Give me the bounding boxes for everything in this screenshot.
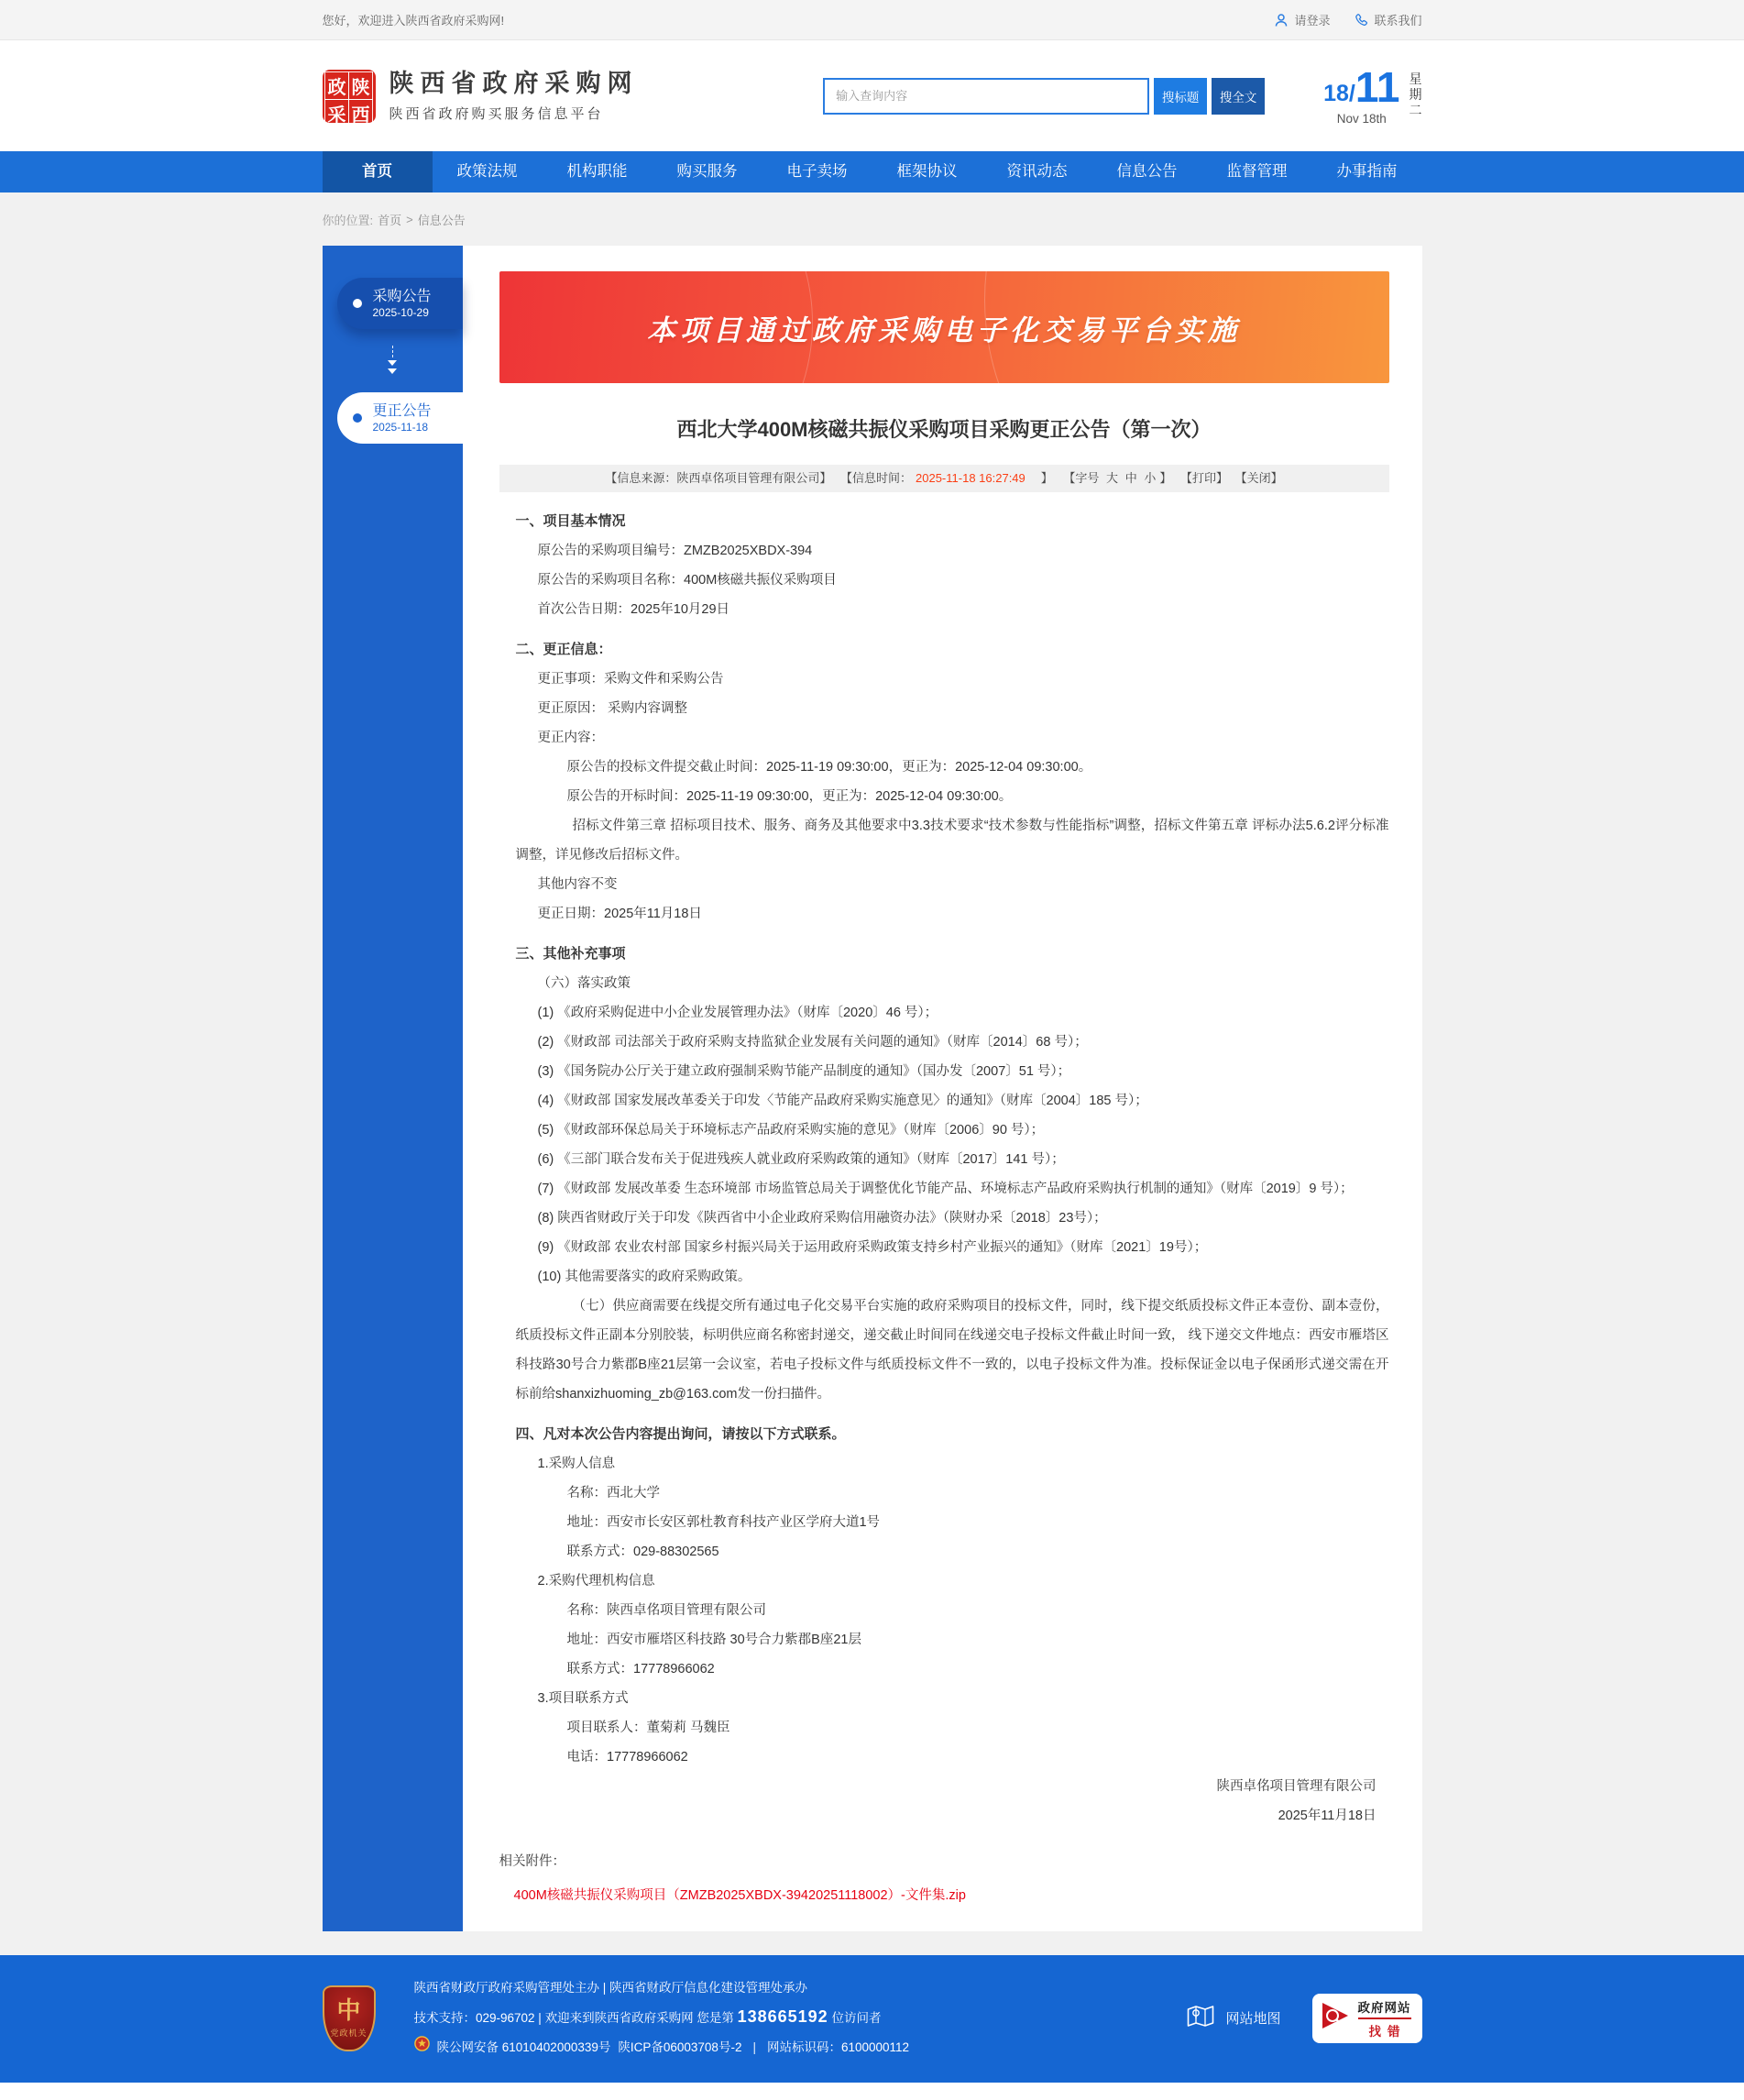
info-time: 【信息时间： 2025-11-18 16:27:49 】 bbox=[840, 471, 1053, 485]
site-logo bbox=[323, 70, 376, 126]
article-paragraph: (8) 陕西省财政厅关于印发《陕西省中小企业政府采购信用融资办法》（陕财办采〔2018〕23号）； bbox=[537, 1211, 1107, 1226]
user-icon bbox=[1274, 13, 1289, 27]
date-weekday bbox=[1409, 66, 1422, 118]
article-paragraph: 3.项目联系方式 bbox=[537, 1691, 629, 1706]
nav-item[interactable]: 框架协议 bbox=[896, 163, 958, 180]
breadcrumb-separator: > bbox=[406, 212, 413, 226]
nav-item[interactable]: 监督管理 bbox=[1226, 163, 1288, 180]
article-paragraph: 更正日期：2025年11月18日 bbox=[537, 907, 702, 921]
article-paragraph: 原公告的开标时间：2025-11-19 09:30:00，更正为：2025-12-04 09:30:00。 bbox=[566, 789, 1013, 804]
content-card bbox=[323, 246, 1422, 1931]
article-paragraph: (9) 《财政部 农业农村部 国家乡村振兴局关于运用政府采购政策支持乡村产业振兴的通知》（财库〔2021〕19号）； bbox=[537, 1240, 1208, 1255]
article-paragraph: (6) 《三部门联合发布关于促进残疾人就业政府采购政策的通知》（财库〔2017〕141 号）； bbox=[537, 1152, 1065, 1167]
nav-item[interactable]: 政策法规 bbox=[456, 163, 518, 180]
article-paragraph: 一、项目基本情况 bbox=[515, 513, 626, 529]
article-paragraph: 联系方式：029-88302565 bbox=[566, 1545, 719, 1559]
article-paragraph: 名称：西北大学 bbox=[566, 1486, 660, 1501]
weekday-char: 期 bbox=[1409, 87, 1422, 102]
main-nav bbox=[0, 151, 1744, 192]
nav-item[interactable]: 电子卖场 bbox=[786, 163, 848, 180]
article-paragraph: 原公告的采购项目名称：400M核磁共振仪采购项目 bbox=[537, 573, 837, 588]
article-paragraph: 更正原因： 采购内容调整 bbox=[537, 701, 688, 716]
step-dot bbox=[353, 299, 362, 308]
article-paragraph: 首次公告日期：2025年10月29日 bbox=[537, 602, 730, 617]
article-paragraph: (1) 《政府采购促进中小企业发展管理办法》（财库〔2020〕46 号）； bbox=[537, 1006, 938, 1020]
search-title-button[interactable]: 搜标题 bbox=[1154, 78, 1207, 115]
footer-info bbox=[414, 1977, 910, 2059]
nav-item[interactable]: 机构职能 bbox=[566, 163, 628, 180]
date-english: Nov 18th bbox=[1336, 112, 1387, 126]
topbar bbox=[0, 0, 1744, 40]
police-badge-icon bbox=[414, 2036, 430, 2059]
nav-item[interactable]: 信息公告 bbox=[1116, 163, 1178, 180]
article-paragraph: 2025年11月18日 bbox=[1278, 1809, 1377, 1823]
weekday-char: 二 bbox=[1409, 103, 1422, 117]
search-input[interactable] bbox=[823, 78, 1149, 115]
beian-link[interactable]: 陕公网安备 61010402000339号 bbox=[436, 2040, 611, 2054]
article-paragraph: (4) 《财政部 国家发展改革委关于印发〈节能产品政府采购实施意见〉的通知》（财库〔2004〕185 号）； bbox=[537, 1094, 1148, 1108]
article-paragraph: 名称：陕西卓佲项目管理有限公司 bbox=[566, 1603, 766, 1618]
nav-item[interactable]: 购买服务 bbox=[676, 163, 738, 180]
article-meta-bar bbox=[499, 465, 1389, 492]
map-icon bbox=[1187, 2004, 1214, 2032]
article-paragraph: (5) 《财政部环保总局关于环境标志产品政府采购实施的意见》（财库〔2006〕90 号）； bbox=[537, 1123, 1045, 1138]
article-paragraph: (3) 《国务院办公厅关于建立政府强制采购节能产品制度的通知》（国办发〔2007〕51 号）； bbox=[537, 1064, 1071, 1079]
font-size-small[interactable]: 小 bbox=[1144, 471, 1157, 485]
attachments-label: 相关附件： bbox=[499, 1854, 565, 1869]
site-title: 陕西省政府采购网 bbox=[389, 69, 639, 97]
article-paragraph: (2) 《财政部 司法部关于政府采购支持监狱企业发展有关问题的通知》（财库〔2014〕68 号）； bbox=[537, 1035, 1088, 1050]
platform-banner: 本项目通过政府采购电子化交易平台实施 bbox=[499, 271, 1389, 383]
icp-link[interactable]: 陕ICP备06003708号-2 bbox=[618, 2040, 742, 2054]
article-paragraph: 三、其他补充事项 bbox=[515, 946, 626, 962]
party-gov-emblem-icon: 中 党政机关 bbox=[323, 1985, 376, 2051]
article-paragraph: 其他内容不变 bbox=[537, 877, 618, 892]
close-button[interactable]: 【关闭】 bbox=[1234, 471, 1283, 485]
logo-char: 政 bbox=[324, 71, 349, 100]
article-paragraph: 四、凡对本次公告内容提出询问，请按以下方式联系。 bbox=[515, 1426, 846, 1442]
font-size-large[interactable]: 大 bbox=[1106, 471, 1119, 485]
nav-item[interactable]: 办事指南 bbox=[1336, 163, 1398, 180]
sidebar-step-purchase-notice[interactable]: 采购公告 2025-10-29 bbox=[337, 278, 463, 329]
logo-char: 陕 bbox=[348, 71, 373, 100]
footer bbox=[0, 1955, 1744, 2083]
date-day: 18/ bbox=[1323, 81, 1355, 106]
font-size-medium[interactable]: 中 bbox=[1124, 471, 1137, 485]
attachments-section bbox=[499, 1851, 1389, 1909]
info-source: 【信息来源：陕西卓佲项目管理有限公司】 bbox=[605, 471, 832, 485]
date-widget bbox=[1323, 63, 1422, 126]
brand bbox=[323, 69, 639, 126]
breadcrumb-current-link[interactable]: 信息公告 bbox=[417, 213, 466, 227]
article-paragraph: 项目联系人：董菊莉 马魏臣 bbox=[566, 1721, 730, 1735]
article-paragraph: （七）供应商需要在线提交所有通过电子化交易平台实施的政府采购项目的投标文件，同时，线下提交纸质投标文件正本壹份、副本壹份，纸质投标文件正副本分别胶装，标明供应商名称密封递交，递交截止时间同在线递交电子投标文件截止时间一致， 线下递交文件地点：西安市雁塔区科技路30号合力紫郡B座21层第一会议室，若电子投标文件与纸质投标文件不一致的，以电子投标文件为准。投标保证金以电子保函形式递交需在开标前给shanxizhuoming_zb@163.com发一份扫描件。 bbox=[515, 1299, 1389, 1402]
attachment-file-link[interactable]: 400M核磁共振仪采购项目（ZMZB2025XBDX-39420251118002）-文件集.zip bbox=[513, 1888, 966, 1903]
footer-support-line: 技术支持：029-96702 | 欢迎来到陕西省政府采购网 您是第 138665192 位访问者 bbox=[413, 2007, 882, 2026]
search-area bbox=[823, 78, 1265, 115]
article-paragraph: 原公告的采购项目编号：ZMZB2025XBDX-394 bbox=[537, 544, 813, 558]
nav-item[interactable]: 首页 bbox=[323, 151, 433, 192]
timeline-sidebar bbox=[323, 246, 463, 1931]
step-dot bbox=[353, 413, 362, 423]
welcome-text: 您好，欢迎进入陕西省政府采购网! bbox=[322, 14, 505, 27]
date-month: 11 bbox=[1355, 63, 1400, 111]
find-error-logo-icon bbox=[1321, 1999, 1352, 2037]
search-fulltext-button[interactable]: 搜全文 bbox=[1212, 78, 1265, 115]
login-link[interactable]: 请登录 bbox=[1274, 11, 1330, 28]
font-size-control: 【字号 大 中 小 】 bbox=[1063, 471, 1172, 485]
footer-license-line: 陕公网安备 61010402000339号 陕ICP备06003708号-2 | 网站标识码：6100000112 bbox=[414, 2036, 910, 2059]
site-header bbox=[0, 40, 1744, 151]
site-code: 网站标识码：6100000112 bbox=[766, 2040, 910, 2054]
site-subtitle: 陕西省政府购买服务信息平台 bbox=[389, 105, 604, 122]
logo-char: 西 bbox=[348, 99, 373, 127]
contact-us-link[interactable]: 联系我们 bbox=[1354, 11, 1421, 28]
article-paragraph: 陕西卓佲项目管理有限公司 bbox=[1216, 1779, 1377, 1794]
article-paragraph: 更正事项：采购文件和采购公告 bbox=[537, 672, 724, 687]
phone-icon bbox=[1354, 13, 1368, 27]
article-paragraph: 2.采购代理机构信息 bbox=[537, 1574, 655, 1589]
article-paragraph: 地址：西安市雁塔区科技路 30号合力紫郡B座21层 bbox=[566, 1633, 861, 1647]
article-paragraph: 二、更正信息： bbox=[515, 642, 612, 657]
logo-char: 采 bbox=[324, 99, 349, 127]
nav-item[interactable]: 资讯动态 bbox=[1006, 163, 1068, 180]
article-paragraph: (10) 其他需要落实的政府采购政策。 bbox=[537, 1270, 751, 1284]
article-paragraph: 地址：西安市长安区郭杜教育科技产业区学府大道1号 bbox=[566, 1515, 881, 1530]
article bbox=[463, 246, 1422, 1931]
visitor-count: 138665192 bbox=[737, 2007, 828, 2026]
footer-organizer: 陕西省财政厅政府采购管理处主办 | 陕西省财政厅信息化建设管理处承办 bbox=[413, 1981, 808, 1995]
announcement-title: 西北大学400M核磁共振仪采购项目采购更正公告（第一次） bbox=[676, 418, 1212, 441]
timeline-arrow-icon bbox=[323, 346, 463, 374]
article-paragraph: 1.采购人信息 bbox=[537, 1457, 616, 1471]
print-button[interactable]: 【打印】 bbox=[1179, 471, 1228, 485]
article-paragraph: 联系方式：17778966062 bbox=[566, 1662, 715, 1677]
article-paragraph: (7) 《财政部 发展改革委 生态环境部 市场监管总局关于调整优化节能产品、环境标志产品政府采购执行机制的通知》（财库〔2019〕9 号）； bbox=[537, 1182, 1354, 1196]
weekday-char: 星 bbox=[1409, 71, 1422, 86]
article-paragraph: 原公告的投标文件提交截止时间：2025-11-19 09:30:00，更正为：2025-12-04 09:30:00。 bbox=[566, 760, 1092, 775]
article-paragraph: （六）落实政策 bbox=[537, 976, 631, 991]
article-paragraph: 电话：17778966062 bbox=[566, 1750, 688, 1765]
gov-site-find-error-badge[interactable]: 政府网站 找错 bbox=[1312, 1994, 1422, 2043]
article-paragraph: 招标文件第三章 招标项目技术、服务、商务及其他要求中3.3技术要求“技术参数与性能指标”调整，招标文件第五章 评标办法5.6.2评分标准调整，详见修改后招标文件。 bbox=[515, 819, 1389, 863]
sidebar-step-correction-notice[interactable]: 更正公告 2025-11-18 bbox=[337, 392, 463, 444]
article-paragraph: 更正内容： bbox=[537, 731, 604, 745]
breadcrumb: 你的位置: 首页 > 信息公告 bbox=[322, 212, 466, 227]
breadcrumb-home-link[interactable]: 首页 bbox=[378, 213, 402, 227]
sitemap-link[interactable]: 网站地图 bbox=[1187, 2004, 1280, 2032]
article-body bbox=[499, 507, 1389, 1831]
